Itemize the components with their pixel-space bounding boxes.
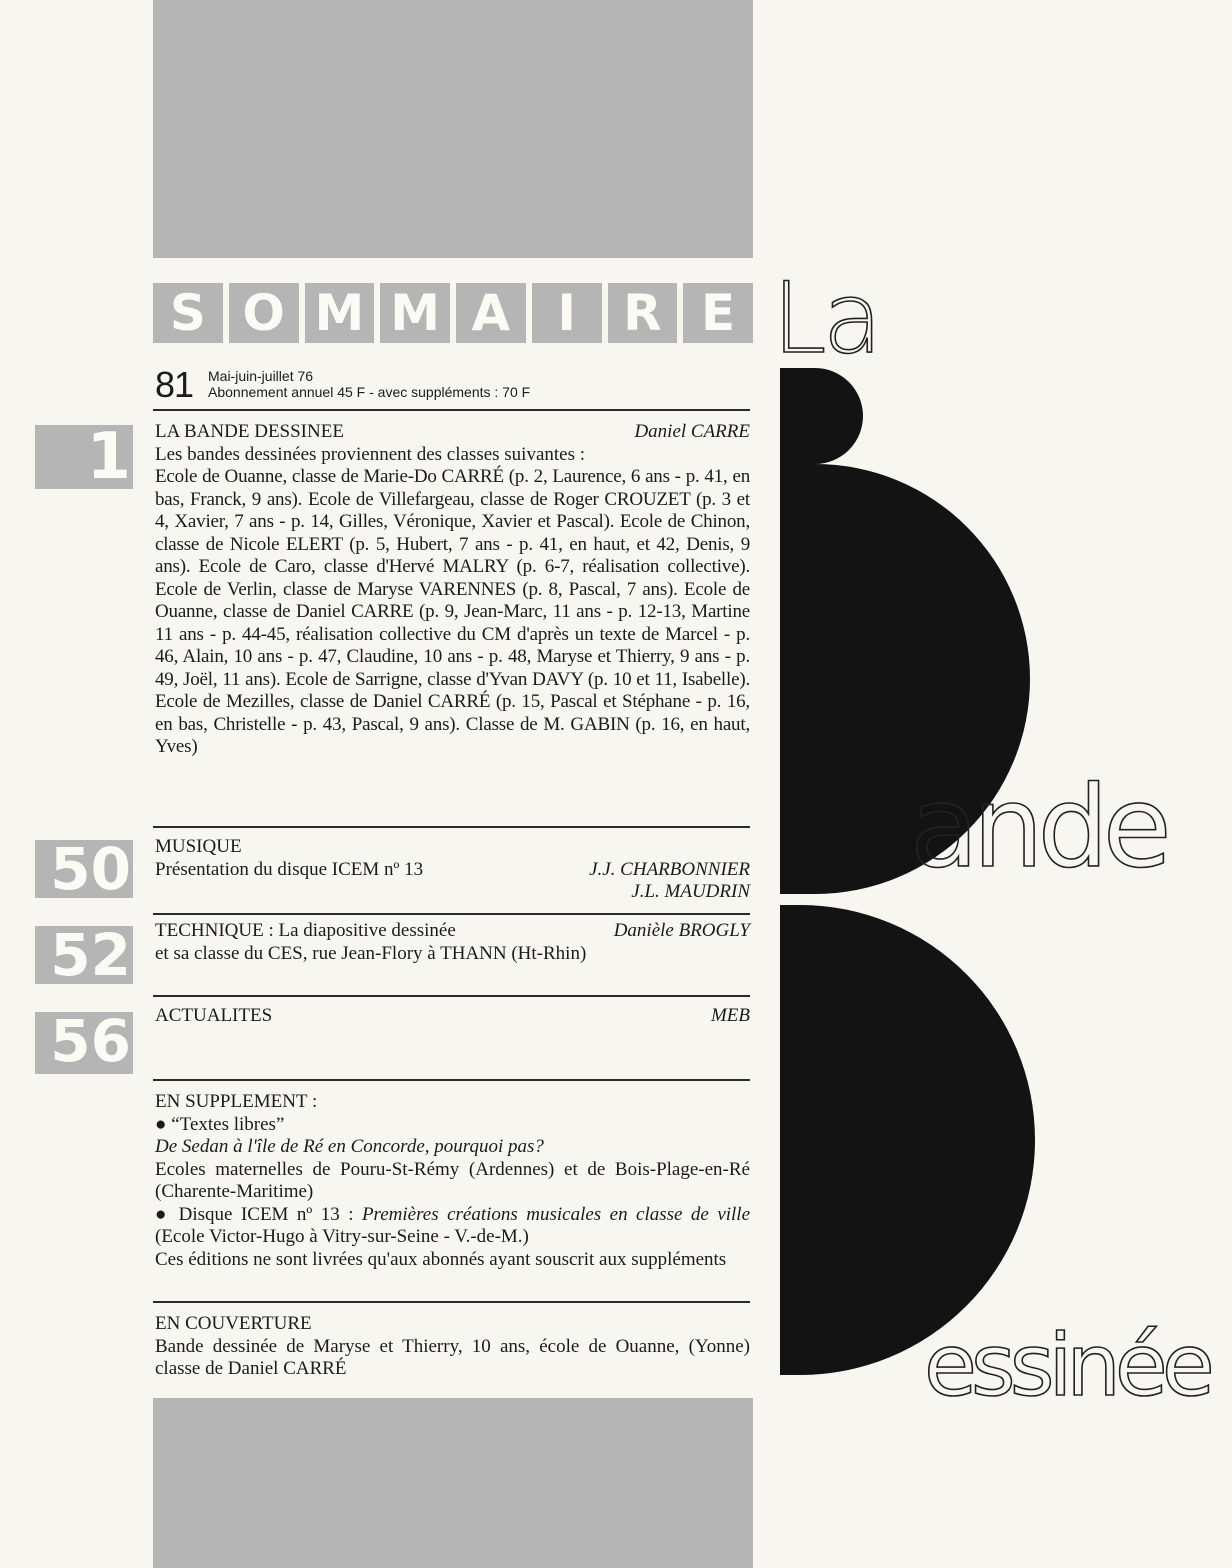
sommaire-letter: M [305, 283, 375, 343]
page-number: 50 [35, 840, 133, 898]
section-author: Daniel CARRE [634, 421, 750, 442]
sommaire-letter: I [532, 283, 602, 343]
page-number: 56 [35, 1012, 133, 1074]
section-subtitle: Présentation du disque ICEM nº 13 [155, 858, 424, 880]
sommaire-letter: A [456, 283, 526, 343]
section-intro: Les bandes dessinées proviennent des classes suivantes : [155, 443, 586, 465]
page-number: 52 [35, 926, 133, 984]
bullet-icon: ● [155, 1203, 171, 1225]
section-title: ACTUALITES [155, 1005, 273, 1026]
issue-subscription: Abonnement annuel 45 F - avec suppléments : 70 F [208, 384, 531, 400]
supplement-item-desc: Ecoles maternelles de Pouru-St-Rémy (Ardennes) et de Bois-Plage-en-Ré (Charente-Maritime) [155, 1158, 750, 1202]
supplement-item-title: Premières créations musicales en classe de ville [361, 1203, 751, 1225]
letter-d-shape [780, 905, 1035, 1375]
supplement-item-prefix: Disque ICEM nº 13 : [178, 1203, 354, 1225]
section-title: LA BANDE DESSINEE [155, 421, 344, 442]
bullet-icon: ● [155, 1113, 167, 1135]
section-title: TECHNIQUE : La diapositive dessinée [155, 920, 456, 941]
section-author-2: J.L. MAUDRIN [631, 881, 750, 902]
supplement-item-label: “Textes libres” [171, 1113, 285, 1135]
title-word-ande: ande [910, 763, 1166, 893]
supplement-item-desc: (Ecole Victor-Hugo à Vitry-sur-Seine - V.-de-M.) [155, 1226, 529, 1247]
couverture-text: Bande dessinée de Maryse et Thierry, 10 ans, école de Ouanne, (Yonne) classe de Daniel CARRÉ [155, 1335, 750, 1379]
couverture-title: EN COUVERTURE [155, 1313, 312, 1334]
supplement-item-title: De Sedan à l'île de Ré en Concorde, pourquoi pas? [155, 1136, 544, 1157]
sommaire-letter: M [380, 283, 450, 343]
page-number: 1 [35, 425, 133, 489]
sommaire-letter: S [153, 283, 223, 343]
title-word-essinee: essinée [924, 1316, 1209, 1416]
issue-date: Mai-juin-juillet 76 [208, 368, 314, 384]
section-line: et sa classe du CES, rue Jean-Flory à THANN (Ht-Rhin) [155, 942, 587, 964]
title-word-la: La [772, 262, 879, 376]
supplement-title: EN SUPPLEMENT : [155, 1091, 318, 1112]
sommaire-letter: E [683, 283, 753, 343]
section-author: MEB [710, 1005, 750, 1026]
section-title: MUSIQUE [155, 836, 242, 857]
section-author: Danièle BROGLY [613, 920, 750, 941]
section-body: Ecole de Ouanne, classe de Marie-Do CARRÉ (p. 2, Laurence, 6 ans - p. 41, en bas, Franck, 9 ans). Ecole de Villefargeau, classe de Roger CROUZET (p. 3 et 4, Xavier, 7 ans - p. 14, Gilles, Véronique, Xavier et Pascal). Ecole de Chinon, classe de Nicole ELERT (p. 5, Hubert, 7 ans - p. 41, en haut, et 42, Denis, 9 ans). Ecole de Caro, classe d'Hervé MALRY (p. 6-7, réalisation collective). Ecole de Verlin, classe de Maryse VARENNES (p. 8, Pascal, 7 ans). Ecole de Ouanne, classe de Daniel CARRE (p. 9, Jean-Marc, 11 ans - p. 12-13, Martine 11 ans - p. 44-45, réalisation collective du CM d'après un texte de Marcel - p. 46, Alain, 10 ans - p. 47, Claudine, 10 ans - p. 48, Maryse et Thierry, 9 ans - p. 49, Joël, 11 ans). Ecole de Sarrigne, classe d'Yvan DAVY (p. 10 et 11, Isabelle). Ecole de Mezilles, classe de Daniel CARRÉ (p. 15, Pascal et Stéphane - p. 16, en bas, Christelle - p. 43, Pascal, 9 ans). Classe de M. GABIN (p. 16, en haut, Yves) [155, 466, 750, 757]
sommaire-letter: R [608, 283, 678, 343]
supplement-note: Ces éditions ne sont livrées qu'aux abonnés ayant souscrit aux suppléments [155, 1248, 727, 1270]
sommaire-letter: O [229, 283, 299, 343]
section-author: J.J. CHARBONNIER [589, 858, 750, 880]
issue-number: 81 [155, 364, 194, 405]
